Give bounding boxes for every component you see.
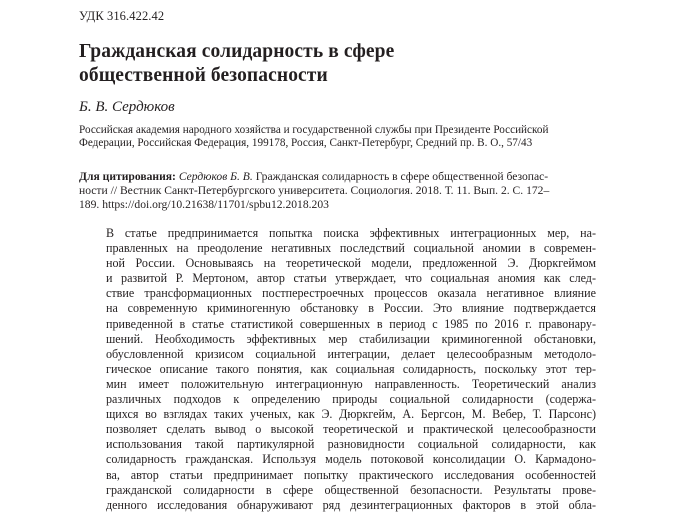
abstract-line: щихся во взглядах таких ученых, как Э. Дюркгейм, А. Бергсон, М. Вебер, Т. Парсонс) [106, 407, 596, 422]
abstract-line: денного исследования обнаруживают ряд дезинтеграционных факторов в этой обла- [106, 497, 596, 512]
abstract-line: гражданской солидарности в сфере общественной безопасности. Результаты прове- [106, 482, 596, 497]
citation-author: Сердюков Б. В. [178, 170, 253, 183]
abstract-line: обусловленной кризисом социальной интеграции, делает целесообразным методоло- [106, 346, 596, 361]
abstract-line: приведенной в статье статистикой совершенных в период с 1985 по 2016 г. правонару- [106, 316, 596, 331]
citation-block [79, 170, 599, 211]
affiliation-line: Российская академия народного хозяйства и государственной службы при Президенте Российской [79, 124, 549, 136]
abstract-line: солидарность гражданская. Используя модель потоковой консолидации О. Кармадоно- [106, 452, 596, 467]
citation-doi-line[interactable]: 189. https://doi.org/10.21638/11701/spbu12.2018.203 [79, 197, 329, 211]
abstract-line: мин имеет положительную интеграционную направленность. Теоретический анализ [106, 376, 596, 391]
article-title [79, 40, 394, 88]
title-line: Гражданская солидарность в сфере [79, 41, 395, 62]
abstract-line: различных подходов к определению природы социальной солидарности (содержа- [106, 392, 596, 407]
abstract-line: ва, автор статьи предпринимает попытку практического исследования особенностей [106, 467, 596, 482]
citation-line: ности // Вестник Санкт-Петербургского университета. Социология. 2018. Т. 11. Вып. 2. С. 172– [79, 183, 550, 197]
abstract-line: ной России. Основываясь на теоретической модели, предложенной Э. Дюркгеймом [106, 256, 596, 271]
citation-line [79, 170, 599, 184]
abstract [106, 226, 596, 513]
affiliation-line: Федерации, Российская Федерация, 199178, Россия, Санкт-Петербург, Средний пр. В. О., 57/43 [79, 137, 533, 150]
abstract-line: и развитой Р. Мертоном, автор статьи утверждает, что социальная аномия как след- [106, 271, 596, 286]
abstract-line: правленных на преодоление негативных последствий социальной аномии в современ- [106, 241, 596, 256]
citation-text: Гражданская солидарность в сфере общественной безопас- [255, 170, 549, 183]
abstract-line: шений. Необходимость эффективных мер стабилизации криминогенной обстановки, [106, 331, 596, 346]
abstract-line: В статье предпринимается попытка поиска эффективных интеграционных мер, на- [106, 226, 596, 240]
abstract-line: на современную криминогенную обстановку в России. Это влияние подтверждается [106, 301, 596, 316]
abstract-line: использования такой партикулярной разновидности социальной солидарности, как [106, 437, 596, 452]
abstract-line: гическое описание такого понятия, как социальная солидарность, поскольку этот тер- [106, 361, 596, 376]
abstract-line: ствие трансформационных постперестроечных процессов оказала негативное влияние [106, 286, 596, 301]
author-affiliation [79, 124, 619, 151]
abstract-line: позволяет сделать вывод о высокой теоретической и практической целесообразности [106, 422, 596, 437]
citation-label: Для цитирования: [79, 170, 176, 183]
udk-code: УДК 316.422.42 [79, 9, 165, 23]
title-line: общественной безопасности [79, 65, 328, 86]
author-name: Б. В. Сердюков [79, 99, 175, 115]
